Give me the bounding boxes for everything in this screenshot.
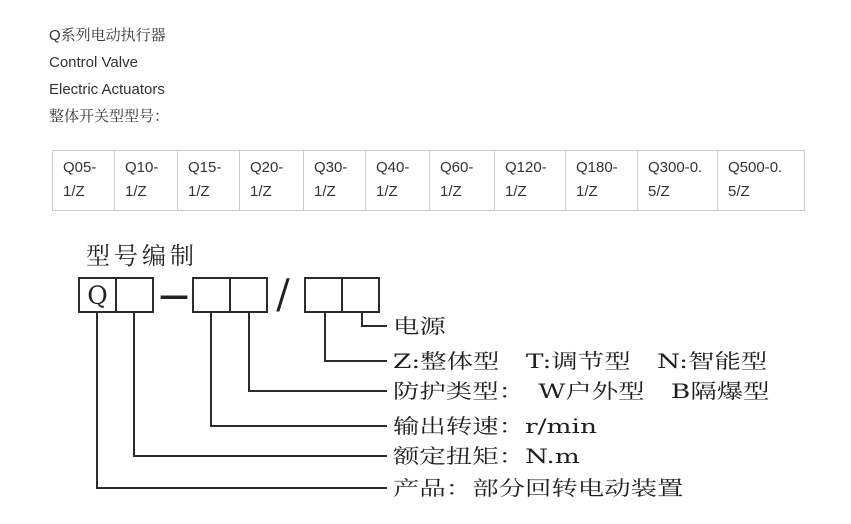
label-product: 产品：部分回转电动装置	[393, 476, 684, 500]
model-cell: Q60- 1/Z	[430, 151, 495, 210]
connector-line-speed-v	[210, 311, 212, 427]
model-cell: Q40- 1/Z	[366, 151, 430, 210]
prefix-letter: Q	[87, 280, 108, 310]
model-cell: Q500-0. 5/Z	[728, 159, 783, 200]
header-models-caption: 整体开关型型号：	[49, 108, 170, 125]
header-subtitle-control-valve: Control Valve	[49, 54, 138, 71]
connector-line-speed-h	[210, 425, 387, 427]
label-output-speed: 输出转速：r/min	[393, 414, 598, 438]
connector-line-torque-h	[133, 455, 387, 457]
model-cell: Q120- 1/Z	[495, 151, 566, 210]
label-power-supply: 电源	[393, 314, 446, 338]
code-box-pair-2	[192, 277, 268, 313]
code-box-power	[343, 279, 378, 311]
header-series-title: Q系列电动执行器	[49, 27, 166, 44]
connector-line-product-v	[96, 311, 98, 489]
connector-line-protection-v	[248, 311, 250, 392]
models-table	[52, 150, 805, 211]
diagram-title: 型号编制	[86, 242, 198, 270]
code-box-speed	[194, 279, 231, 311]
connector-line-type-v	[324, 311, 326, 362]
dash-separator: —	[159, 277, 189, 313]
model-cell: Q180- 1/Z	[566, 151, 638, 210]
model-cell: Q300-0. 5/Z	[638, 151, 718, 210]
model-cell: Q15- 1/Z	[178, 151, 240, 210]
code-box-torque	[117, 279, 152, 311]
connector-line-protection-h	[248, 390, 387, 392]
label-type-codes: Z:整体型 T:调节型 N:智能型	[393, 349, 768, 373]
code-box-protection	[231, 279, 266, 311]
label-protection-type: 防护类型： W户外型 B隔爆型	[393, 379, 770, 403]
code-box-type	[306, 279, 343, 311]
model-cell: Q20- 1/Z	[240, 151, 304, 210]
code-box-q	[80, 279, 117, 311]
model-cell: Q30- 1/Z	[304, 151, 366, 210]
model-cell: Q10- 1/Z	[115, 151, 178, 210]
label-rated-torque: 额定扭矩：N.m	[393, 444, 580, 468]
connector-line-type-h	[324, 360, 387, 362]
connector-line-torque-v	[133, 311, 135, 457]
header	[49, 22, 169, 130]
connector-line-power-h	[361, 325, 387, 327]
slash-separator: /	[276, 272, 290, 318]
header-subtitle-electric-actuators: Electric Actuators	[49, 81, 165, 98]
connector-line-product-h	[96, 487, 387, 489]
code-box-pair-3	[304, 277, 380, 313]
model-cell: Q05- 1/Z	[53, 151, 115, 210]
code-box-pair-1	[78, 277, 154, 313]
